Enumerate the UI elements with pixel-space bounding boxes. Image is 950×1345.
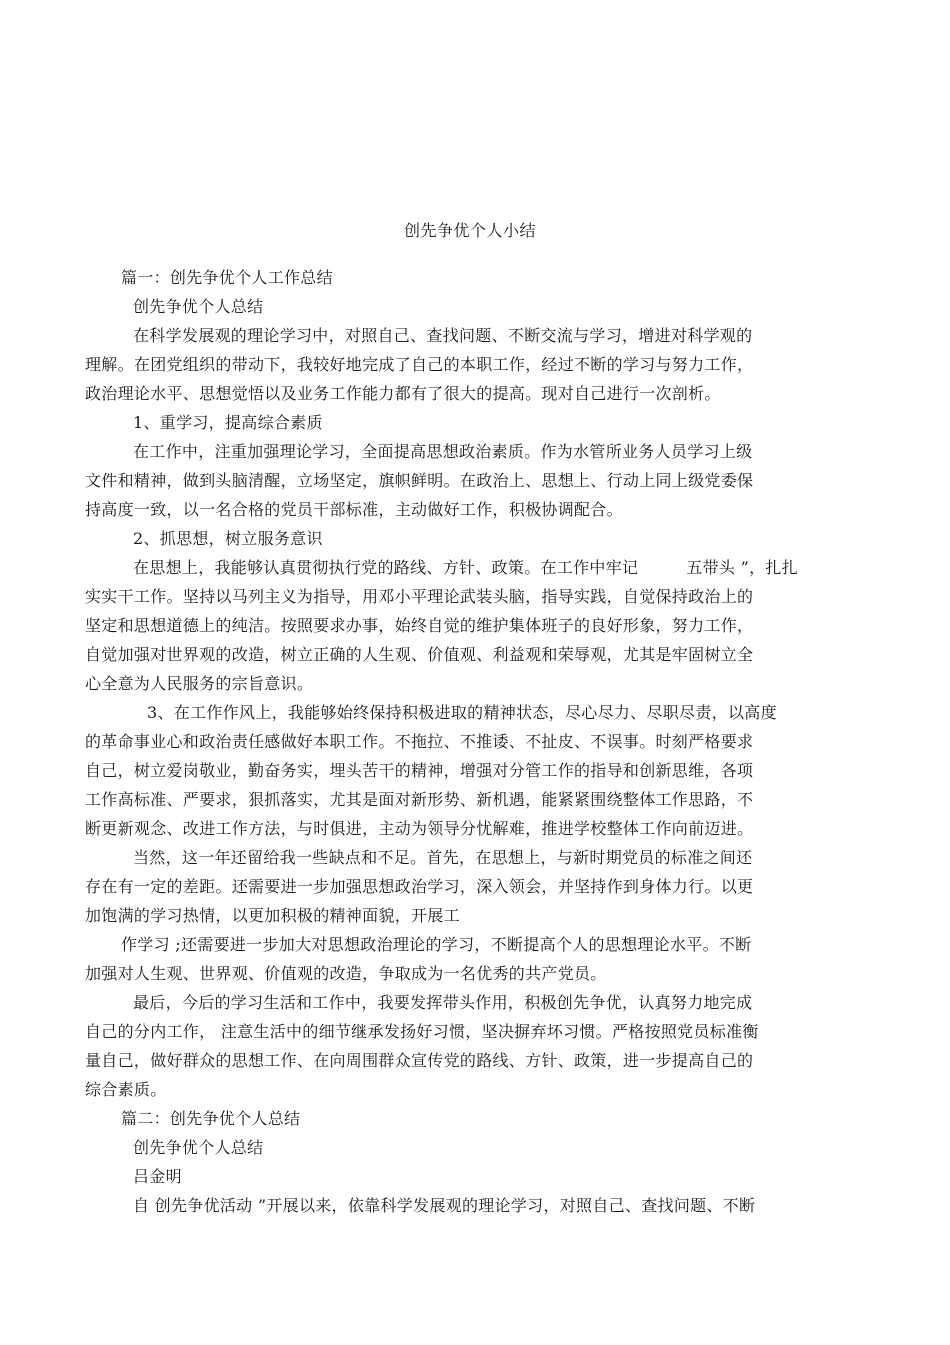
paragraph-line: 持高度一致，以一名合格的党员干部标准，主动做好工作，积极协调配合。 — [85, 500, 623, 519]
paragraph-line-part: 五带头 ”，扎扎 — [686, 558, 798, 577]
author-name: 吕金明 — [133, 1167, 182, 1186]
paragraph-line: 量自己，做好群众的思想工作、在向周围群众宣传党的路线、方针、政策，进一步提高自己的 — [85, 1051, 754, 1070]
paragraph-line-part: 在思想上，我能够认真贯彻执行党的路线、方针、政策。在工作中牢记 — [133, 558, 639, 577]
paragraph-line: 工作高标准、严要求，狠抓落实，尤其是面对新形势、新机遇，能紧紧围绕整体工作思路，不 — [85, 790, 754, 809]
paragraph-line: 作学习 ;还需要进一步加大对思想政治理论的学习，不断提高个人的思想理论水平。不断 — [121, 935, 752, 954]
paragraph-line — [85, 553, 825, 582]
paragraph-line: 的革命事业心和政治责任感做好本职工作。不拖拉、不推诿、不扯皮、不误事。时刻严格要求 — [85, 732, 754, 751]
point-heading-3: 3、在工作作风上，我能够始终保持积极进取的精神状态，尽心尽力、尽职尽责，以高度 — [147, 703, 777, 722]
section-heading-1: 篇一：创先争优个人工作总结 — [121, 268, 333, 287]
paragraph-line: 加饱满的学习热情，以更加积极的精神面貌，开展工 — [85, 906, 460, 925]
paragraph-line: 理解。在团党组织的带动下，我较好地完成了自己的本职工作，经过不断的学习与努力工作， — [85, 355, 754, 374]
paragraph-line: 实实干工作。坚持以马列主义为指导，用邓小平理论武装头脑，指导实践，自觉保持政治上的 — [85, 587, 754, 606]
paragraph-line: 自 创先争优活动 ”开展以来，依靠科学发展观的理论学习，对照自己、查找问题、不断 — [133, 1196, 756, 1215]
paragraph-line: 当然，这一年还留给我一些缺点和不足。首先，在思想上，与新时期党员的标准之间还 — [133, 848, 753, 867]
subtitle-1: 创先争优个人总结 — [133, 297, 264, 316]
paragraph-line: 自觉加强对世界观的改造，树立正确的人生观、价值观、利益观和荣辱观，尤其是牢固树立全 — [85, 645, 754, 664]
subtitle-2: 创先争优个人总结 — [133, 1138, 264, 1157]
paragraph-line: 心全意为人民服务的宗旨意识。 — [85, 674, 314, 693]
paragraph-line: 综合素质。 — [85, 1080, 167, 1099]
paragraph-line: 在科学发展观的理论学习中，对照自己、查找问题、不断交流与学习，增进对科学观的 — [133, 326, 753, 345]
section-heading-2: 篇二：创先争优个人总结 — [121, 1109, 301, 1128]
paragraph-line: 自己，树立爱岗敬业，勤奋务实，埋头苦干的精神，增强对分管工作的指导和创新思维，各项 — [85, 761, 754, 780]
point-heading-1: 1、重学习，提高综合素质 — [133, 413, 323, 432]
paragraph-line: 最后，今后的学习生活和工作中，我要发挥带头作用，积极创先争优，认真努力地完成 — [133, 993, 753, 1012]
paragraph-line: 文件和精神，做到头脑清醒，立场坚定，旗帜鲜明。在政治上、思想上、行动上同上级党委保 — [85, 471, 754, 490]
point-heading-2: 2、抓思想，树立服务意识 — [133, 529, 323, 548]
paragraph-line: 加强对人生观、世界观、价值观的改造，争取成为一名优秀的共产党员。 — [85, 964, 607, 983]
paragraph-line: 在工作中，注重加强理论学习，全面提高思想政治素质。作为水管所业务人员学习上级 — [133, 442, 753, 461]
paragraph-line: 存在有一定的差距。还需要进一步加强思想政治学习，深入领会，并坚持作到身体力行。以更 — [85, 877, 754, 896]
document-title: 创先争优个人小结 — [403, 221, 536, 240]
paragraph-line: 政治理论水平、思想觉悟以及业务工作能力都有了很大的提高。现对自己进行一次剖析。 — [85, 384, 721, 403]
document-body — [85, 263, 825, 1220]
paragraph-line: 自己的分内工作， 注意生活中的细节继承发扬好习惯，坚决摒弃坏习惯。严格按照党员标准衡 — [85, 1022, 759, 1041]
paragraph-line: 断更新观念、改进工作方法，与时俱进，主动为领导分忧解难，推进学校整体工作向前迈进。 — [85, 819, 754, 838]
paragraph-line: 坚定和思想道德上的纯洁。按照要求办事，始终自觉的维护集体班子的良好形象，努力工作， — [85, 616, 754, 635]
